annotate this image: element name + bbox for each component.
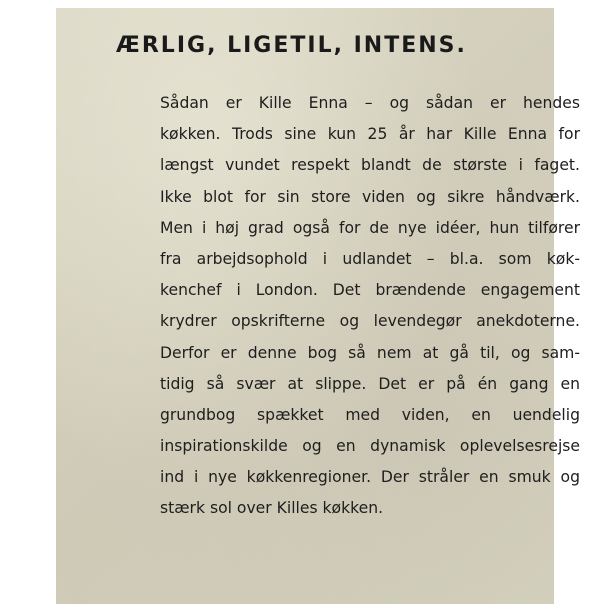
text-line: Derfor er denne bog så nem at gå til, og sam- bbox=[160, 343, 580, 362]
text-line: køkken. Trods sine kun 25 år har Kille Enna for bbox=[160, 125, 580, 144]
page-heading: ÆRLIG, LIGETIL, INTENS. bbox=[116, 33, 467, 58]
book-page bbox=[56, 8, 580, 604]
text-line: inspirationskilde og en dynamisk oplevelsesrejse bbox=[160, 437, 580, 456]
text-line: kenchef i London. Det brændende engagement bbox=[160, 281, 580, 300]
text-line: ind i nye køkkenregioner. Der stråler en smuk og bbox=[160, 468, 580, 487]
text-line: tidig så svær at slippe. Det er på én gang en bbox=[160, 374, 580, 393]
text-line: krydrer opskrifterne og levendegør anekdoterne. bbox=[160, 312, 580, 331]
text-line: stærk sol over Killes køkken. bbox=[160, 499, 384, 518]
text-line: Men i høj grad også for de nye idéer, hun tilfører bbox=[160, 218, 580, 237]
text-line: Sådan er Kille Enna – og sådan er hendes bbox=[160, 94, 580, 112]
text-line: fra arbejdsophold i udlandet – bl.a. som køk- bbox=[160, 249, 580, 268]
text-line: længst vundet respekt blandt de største i faget. bbox=[160, 156, 580, 175]
body-paragraph bbox=[160, 88, 580, 525]
text-line: grundbog spækket med viden, en uendelig bbox=[160, 405, 580, 424]
text-line: Ikke blot for sin store viden og sikre håndværk. bbox=[160, 187, 580, 206]
